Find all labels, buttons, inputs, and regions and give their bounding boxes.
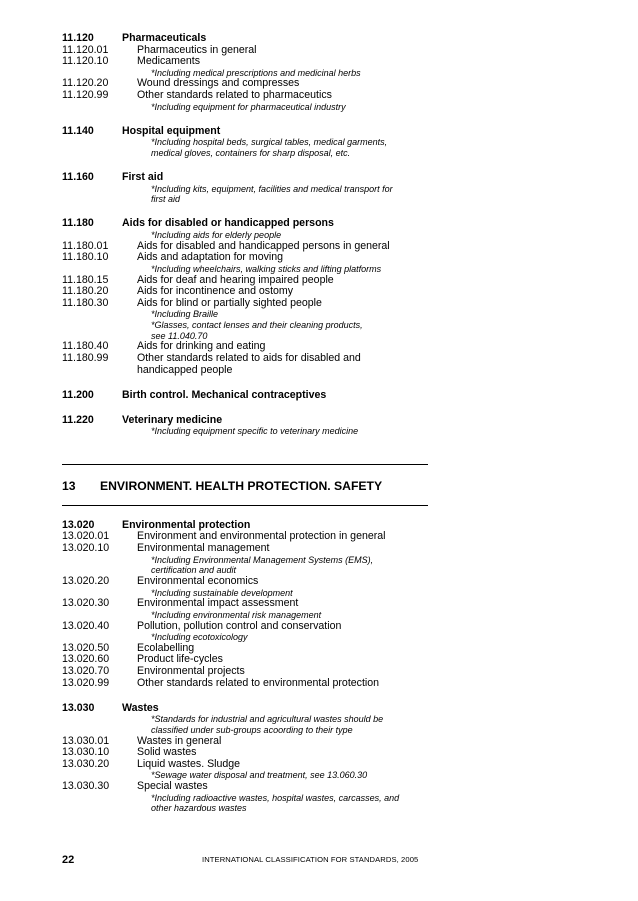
classification-title: Aids for incontinence and ostomy xyxy=(137,285,294,298)
subgroup-entry xyxy=(62,576,432,588)
classification-code: 11.180.40 xyxy=(62,340,109,353)
classification-title: Environmental projects xyxy=(137,665,245,678)
classification-code: 13.030.10 xyxy=(62,746,110,759)
classification-code: 13.020.70 xyxy=(62,665,110,678)
scope-note: *Including wheelchairs, walking sticks and lifting platforms xyxy=(151,263,382,274)
scope-note: *Including kits, equipment, facilities and medical transport for xyxy=(151,183,393,194)
classification-title: Aids for disabled and handicapped persons in general xyxy=(137,239,390,252)
page-footer xyxy=(62,854,432,868)
group-heading xyxy=(62,126,432,138)
classification-title: Product life-cycles xyxy=(137,653,223,666)
classification-code: 13.020.10 xyxy=(62,542,110,555)
scope-note: *Including aids for elderly people xyxy=(151,230,282,241)
classification-title: Aids for disabled or handicapped persons xyxy=(122,217,334,230)
subgroup-entry xyxy=(62,781,432,793)
group-heading xyxy=(62,415,432,427)
subgroup-entry xyxy=(62,736,432,748)
scope-note: *Including equipment specific to veterinary medicine xyxy=(151,426,359,437)
classification-title: Wastes in general xyxy=(137,734,222,747)
classification-title: Special wastes xyxy=(137,780,208,793)
running-footer: INTERNATIONAL CLASSIFICATION FOR STANDARDS, 2005 xyxy=(202,855,419,864)
classification-title: Environmental management xyxy=(137,542,270,555)
group-heading xyxy=(62,390,432,402)
classification-title: Aids for drinking and eating xyxy=(137,340,266,353)
classification-code: 11.180.30 xyxy=(62,296,109,309)
classification-title: Pharmaceuticals xyxy=(122,32,207,44)
scope-note: *Including ecotoxicology xyxy=(151,632,248,643)
subgroup-entry xyxy=(62,678,432,690)
scope-note: see 11.040.70 xyxy=(151,330,208,341)
classification-code: 13.020.40 xyxy=(62,619,110,632)
subgroup-entry xyxy=(62,643,432,655)
scope-note: *Including sustainable development xyxy=(151,587,293,598)
group-spacer xyxy=(62,689,432,702)
classification-code: 13.020 xyxy=(62,518,95,531)
classification-title: Medicaments xyxy=(137,55,200,68)
classification-title: Environment and environmental protection in general xyxy=(137,530,386,543)
classification-code: 13.020.60 xyxy=(62,653,110,666)
group-spacer xyxy=(62,401,432,414)
classification-code: 11.180.99 xyxy=(62,352,109,365)
classification-title: Wastes xyxy=(122,701,159,714)
continuation-text: handicapped people xyxy=(137,363,233,376)
classification-title: Pharmaceutics in general xyxy=(137,43,257,56)
subgroup-entry xyxy=(62,56,432,68)
classification-title: Wound dressings and compresses xyxy=(137,77,300,90)
classification-title: Veterinary medicine xyxy=(122,413,223,426)
subgroup-entry xyxy=(62,353,432,365)
subgroup-entry xyxy=(62,252,432,264)
classification-code: 11.140 xyxy=(62,124,94,137)
scope-note: *Glasses, contact lenses and their cleaning products, xyxy=(151,320,363,331)
classification-title: Other standards related to pharmaceutics xyxy=(137,89,332,102)
classification-page xyxy=(62,33,432,814)
classification-code: 13.030.01 xyxy=(62,734,110,747)
classification-code: 13.020.50 xyxy=(62,641,110,654)
scope-note: *Including medical prescriptions and medicinal herbs xyxy=(151,67,361,78)
classification-title: Ecolabelling xyxy=(137,641,195,654)
group-spacer xyxy=(62,112,432,125)
group-heading xyxy=(62,33,432,45)
classification-code: 11.120.99 xyxy=(62,89,109,102)
scope-note: medical gloves, containers for sharp disposal, etc. xyxy=(151,148,351,159)
classification-code: 11.180.10 xyxy=(62,251,109,264)
scope-note: *Sewage water disposal and treatment, see 13.060.30 xyxy=(151,770,368,781)
title-continuation xyxy=(62,365,432,377)
classification-title: Other standards related to environmental protection xyxy=(137,676,380,689)
classification-code: 13.030 xyxy=(62,701,95,714)
classification-title: Hospital equipment xyxy=(122,124,221,137)
group-heading xyxy=(62,172,432,184)
classification-code: 11.120 xyxy=(62,32,94,44)
classification-title: Aids and adaptation for moving xyxy=(137,251,284,264)
scope-note: *Standards for industrial and agricultural wastes should be xyxy=(151,714,384,725)
chapter-heading xyxy=(62,478,432,495)
classification-code: 11.200 xyxy=(62,388,94,401)
scope-note: *Including radioactive wastes, hospital wastes, carcasses, and xyxy=(151,792,400,803)
subgroup-entry xyxy=(62,654,432,666)
scope-note: *Including hospital beds, surgical tables, medical garments, xyxy=(151,137,388,148)
classification-code: 13.020.99 xyxy=(62,676,110,689)
classification-title: Aids for blind or partially sighted people xyxy=(137,296,322,309)
classification-code: 11.180.20 xyxy=(62,285,109,298)
classification-code: 13.020.01 xyxy=(62,530,110,543)
classification-title: Pollution, pollution control and conservation xyxy=(137,619,342,632)
subgroup-entry xyxy=(62,621,432,633)
chapter-number: 13 xyxy=(62,478,76,493)
subgroup-entry xyxy=(62,759,432,771)
classification-code: 13.030.30 xyxy=(62,780,110,793)
classification-title: Environmental economics xyxy=(137,575,259,588)
classification-code: 13.020.30 xyxy=(62,597,110,610)
scope-note: other hazardous wastes xyxy=(151,803,247,814)
section-11-entries xyxy=(62,33,432,437)
classification-code: 11.180 xyxy=(62,217,94,230)
section-13-entries xyxy=(62,520,432,814)
classification-title: Aids for deaf and hearing impaired people xyxy=(137,273,334,286)
top-rule xyxy=(62,464,428,465)
scope-note: first aid xyxy=(151,194,181,205)
classification-code: 11.180.01 xyxy=(62,239,109,252)
classification-code: 13.030.20 xyxy=(62,757,110,770)
group-spacer xyxy=(62,205,432,218)
subgroup-entry xyxy=(62,666,432,678)
classification-title: Solid wastes xyxy=(137,746,197,759)
classification-code: 11.120.10 xyxy=(62,55,109,68)
classification-code: 11.120.20 xyxy=(62,77,109,90)
scope-note: certification and audit xyxy=(151,565,237,576)
subgroup-entry xyxy=(62,747,432,759)
group-spacer xyxy=(62,376,432,389)
subgroup-entry xyxy=(62,90,432,102)
classification-code: 11.220 xyxy=(62,413,94,426)
subgroup-entry xyxy=(62,298,432,310)
classification-code: 11.120.01 xyxy=(62,43,109,56)
subgroup-entry xyxy=(62,45,432,57)
classification-title: Other standards related to aids for disabled and xyxy=(137,352,361,365)
classification-title: Birth control. Mechanical contraceptives xyxy=(122,388,327,401)
classification-title: Environmental protection xyxy=(122,518,251,531)
classification-code: 13.020.20 xyxy=(62,575,110,588)
classification-title: First aid xyxy=(122,171,164,184)
scope-note: classified under sub-groups acoording to their type xyxy=(151,724,353,735)
group-spacer xyxy=(62,159,432,172)
scope-note: *Including environmental risk management xyxy=(151,609,322,620)
page-number: 22 xyxy=(62,854,75,866)
subgroup-entry xyxy=(62,598,432,610)
scope-note: *Including Braille xyxy=(151,309,219,320)
scope-note: *Including equipment for pharmaceutical industry xyxy=(151,101,346,112)
subgroup-entry xyxy=(62,543,432,555)
classification-title: Environmental impact assessment xyxy=(137,597,299,610)
group-heading xyxy=(62,218,432,230)
classification-code: 11.160 xyxy=(62,171,94,184)
chapter-title: ENVIRONMENT. HEALTH PROTECTION. SAFETY xyxy=(100,478,383,493)
classification-title: Liquid wastes. Sludge xyxy=(137,757,241,770)
scope-note: *Including Environmental Management Systems (EMS), xyxy=(151,554,374,565)
classification-code: 11.180.15 xyxy=(62,273,109,286)
group-heading xyxy=(62,703,432,715)
